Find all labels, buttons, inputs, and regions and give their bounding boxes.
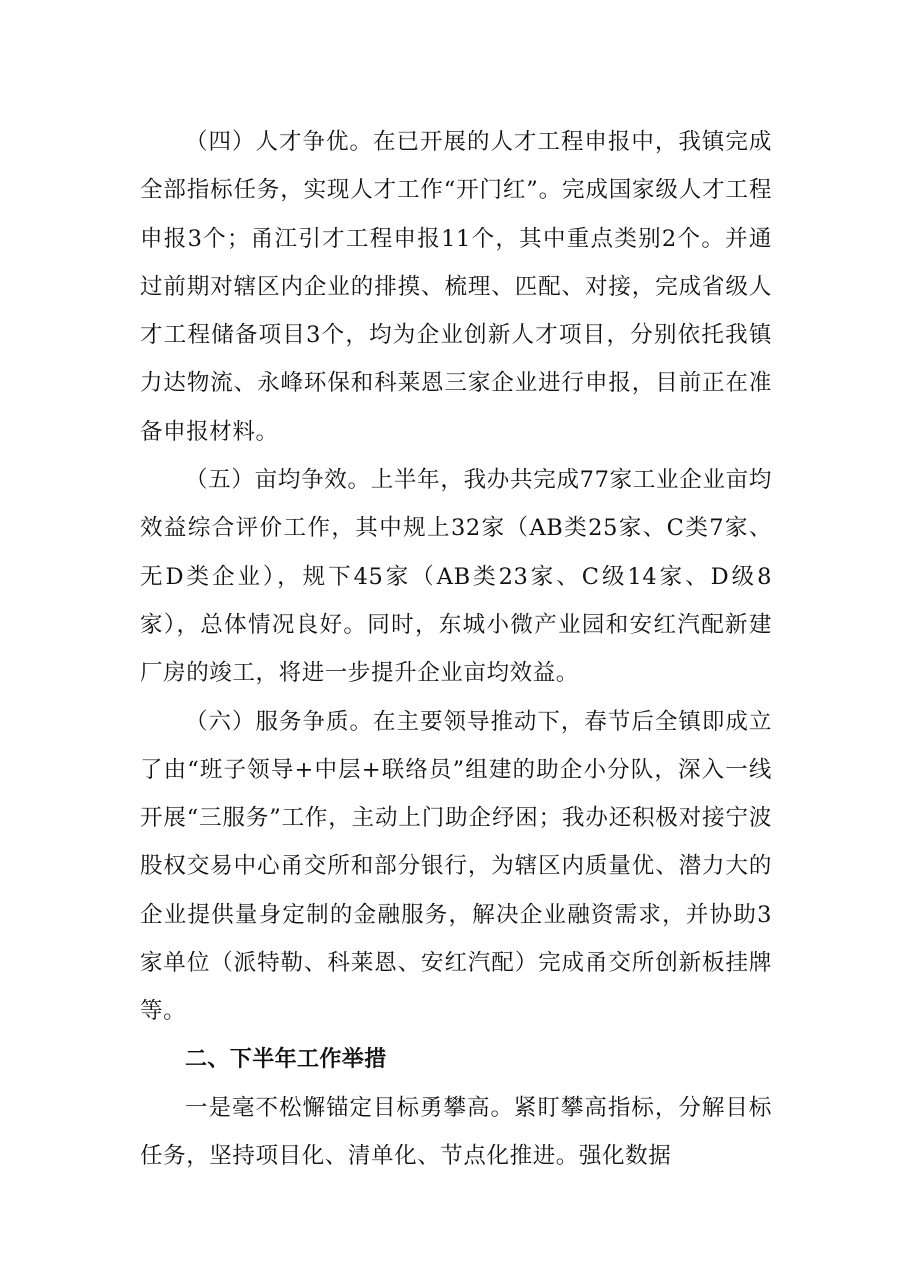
document-body	[140, 118, 772, 1181]
section-heading: 二、下半年工作举措	[185, 1046, 387, 1072]
paragraph-per-mu-efficiency: （五）亩均争效。上半年，我办共完成77家工业企业亩均效益综合评价工作，其中规上32家（AB类25家、C类7家、无D类企业），规下45家（AB类23家、C级14家、D级8家），总体情况良好。同时，东城小微产业园和安红汽配新建厂房的竣工，将进一步提升企业亩均效益。	[140, 467, 772, 687]
paragraph-talent: （四）人才争优。在已开展的人才工程申报中，我镇完成全部指标任务，实现人才工作“开门红”。完成国家级人才工程申报3个；甬江引才工程申报11个，其中重点类别2个。并通过前期对辖区内企业的排摸、梳理、匹配、对接，完成省级人才工程储备项目3个，均为企业创新人才项目，分别依托我镇力达物流、永峰环保和科莱恩三家企业进行申报，目前正在准备申报材料。	[140, 129, 772, 445]
paragraph-service-quality: （六）服务争质。在主要领导推动下，春节后全镇即成立了由“班子领导+中层+联络员”组建的助企小分队，深入一线开展“三服务”工作，主动上门助企纾困；我办还积极对接宁波股权交易中心甬交所和部分银行，为辖区内质量优、潜力大的企业提供量身定制的金融服务，解决企业融资需求，并协助3家单位（派特勒、科莱恩、安红汽配）完成甬交所创新板挂牌等。	[140, 708, 772, 1025]
paragraph-measures: 一是毫不松懈锚定目标勇攀高。紧盯攀高指标，分解目标任务，坚持项目化、清单化、节点化推进。强化数据	[140, 1094, 772, 1170]
